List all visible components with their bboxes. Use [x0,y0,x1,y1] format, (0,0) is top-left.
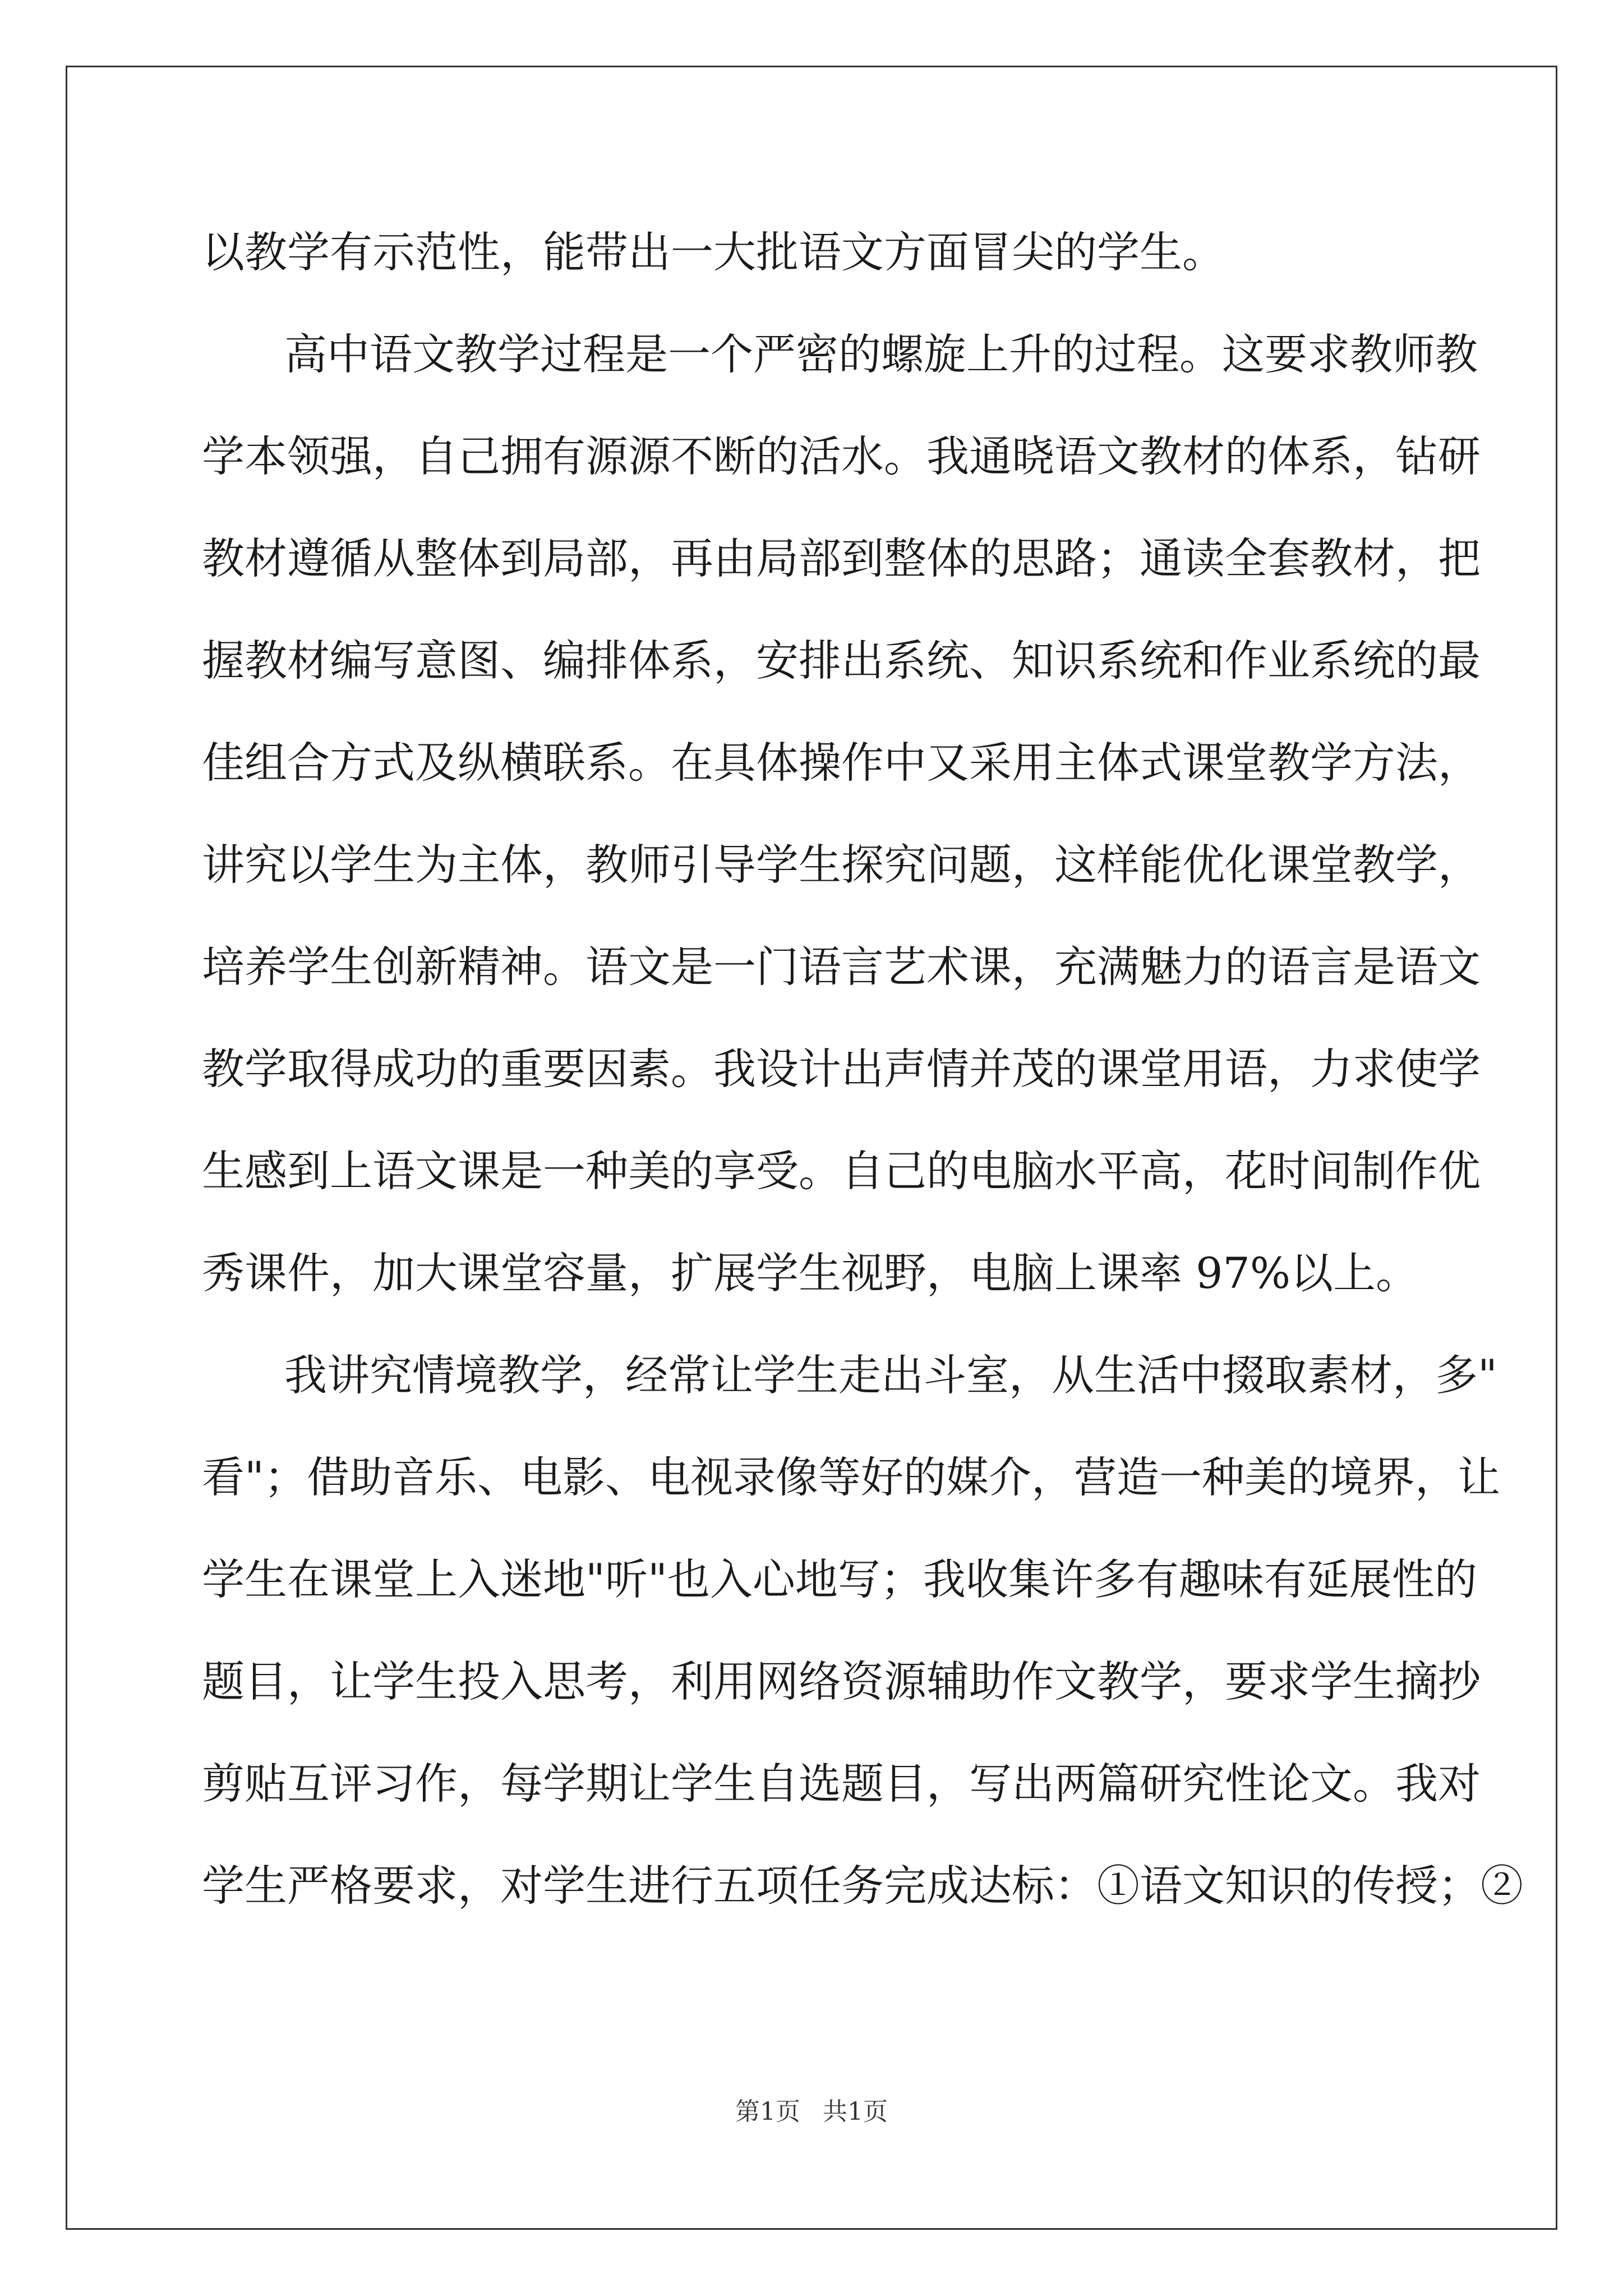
text-line: 教材遵循从整体到局部，再由局部到整体的思路；通读全套教材，把 [202,533,1481,583]
document-body [202,219,1523,1954]
text-line: 教学取得成功的重要因素。我设计出声情并茂的课堂用语，力求使学 [202,1044,1481,1094]
text-line: 看"；借助音乐、电影、电视录像等好的媒介，营造一种美的境界，让 [202,1452,1500,1502]
text-line: 握教材编写意图、编排体系，安排出系统、知识系统和作业系统的最 [202,636,1481,685]
text-line: 生感到上语文课是一种美的享受。自己的电脑水平高，花时间制作优 [202,1146,1481,1196]
text-line: 秀课件，加大课堂容量，扩展学生视野，电脑上课率 97%以上。 [202,1248,1419,1298]
text-line: 剪贴互评习作，每学期让学生自选题目，写出两篇研究性论文。我对 [202,1759,1481,1809]
text-line: 以教学有示范性，能带出一大批语文方面冒尖的学生。 [202,227,1225,277]
text-line: 学生严格要求，对学生进行五项任务完成达标：①语文知识的传授；② [202,1861,1523,1911]
text-line: 我讲究情境教学，经常让学生走出斗室，从生活中掇取素材，多" [284,1350,1497,1400]
text-line: 佳组合方式及纵横联系。在具体操作中又采用主体式课堂教学方法， [202,738,1481,788]
text-line: 题目，让学生投入思考，利用网络资源辅助作文教学，要求学生摘抄 [202,1657,1481,1706]
text-line: 讲究以学生为主体，教师引导学生探究问题，这样能优化课堂教学， [202,840,1481,890]
text-line: 学生在课堂上入迷地"听"也入心地写；我收集许多有趣味有延展性的 [202,1554,1477,1604]
text-line: 培养学生创新精神。语文是一门语言艺术课，充满魅力的语言是语文 [202,942,1481,992]
text-line: 学本领强，自己拥有源源不断的活水。我通晓语文教材的体系，钻研 [202,431,1481,481]
page-total: 共1页 [823,2097,888,2126]
page-number: 第1页 [735,2097,800,2126]
text-line: 高中语文教学过程是一个严密的螺旋上升的过程。这要求教师教 [284,329,1478,379]
page-footer [0,2095,1623,2129]
